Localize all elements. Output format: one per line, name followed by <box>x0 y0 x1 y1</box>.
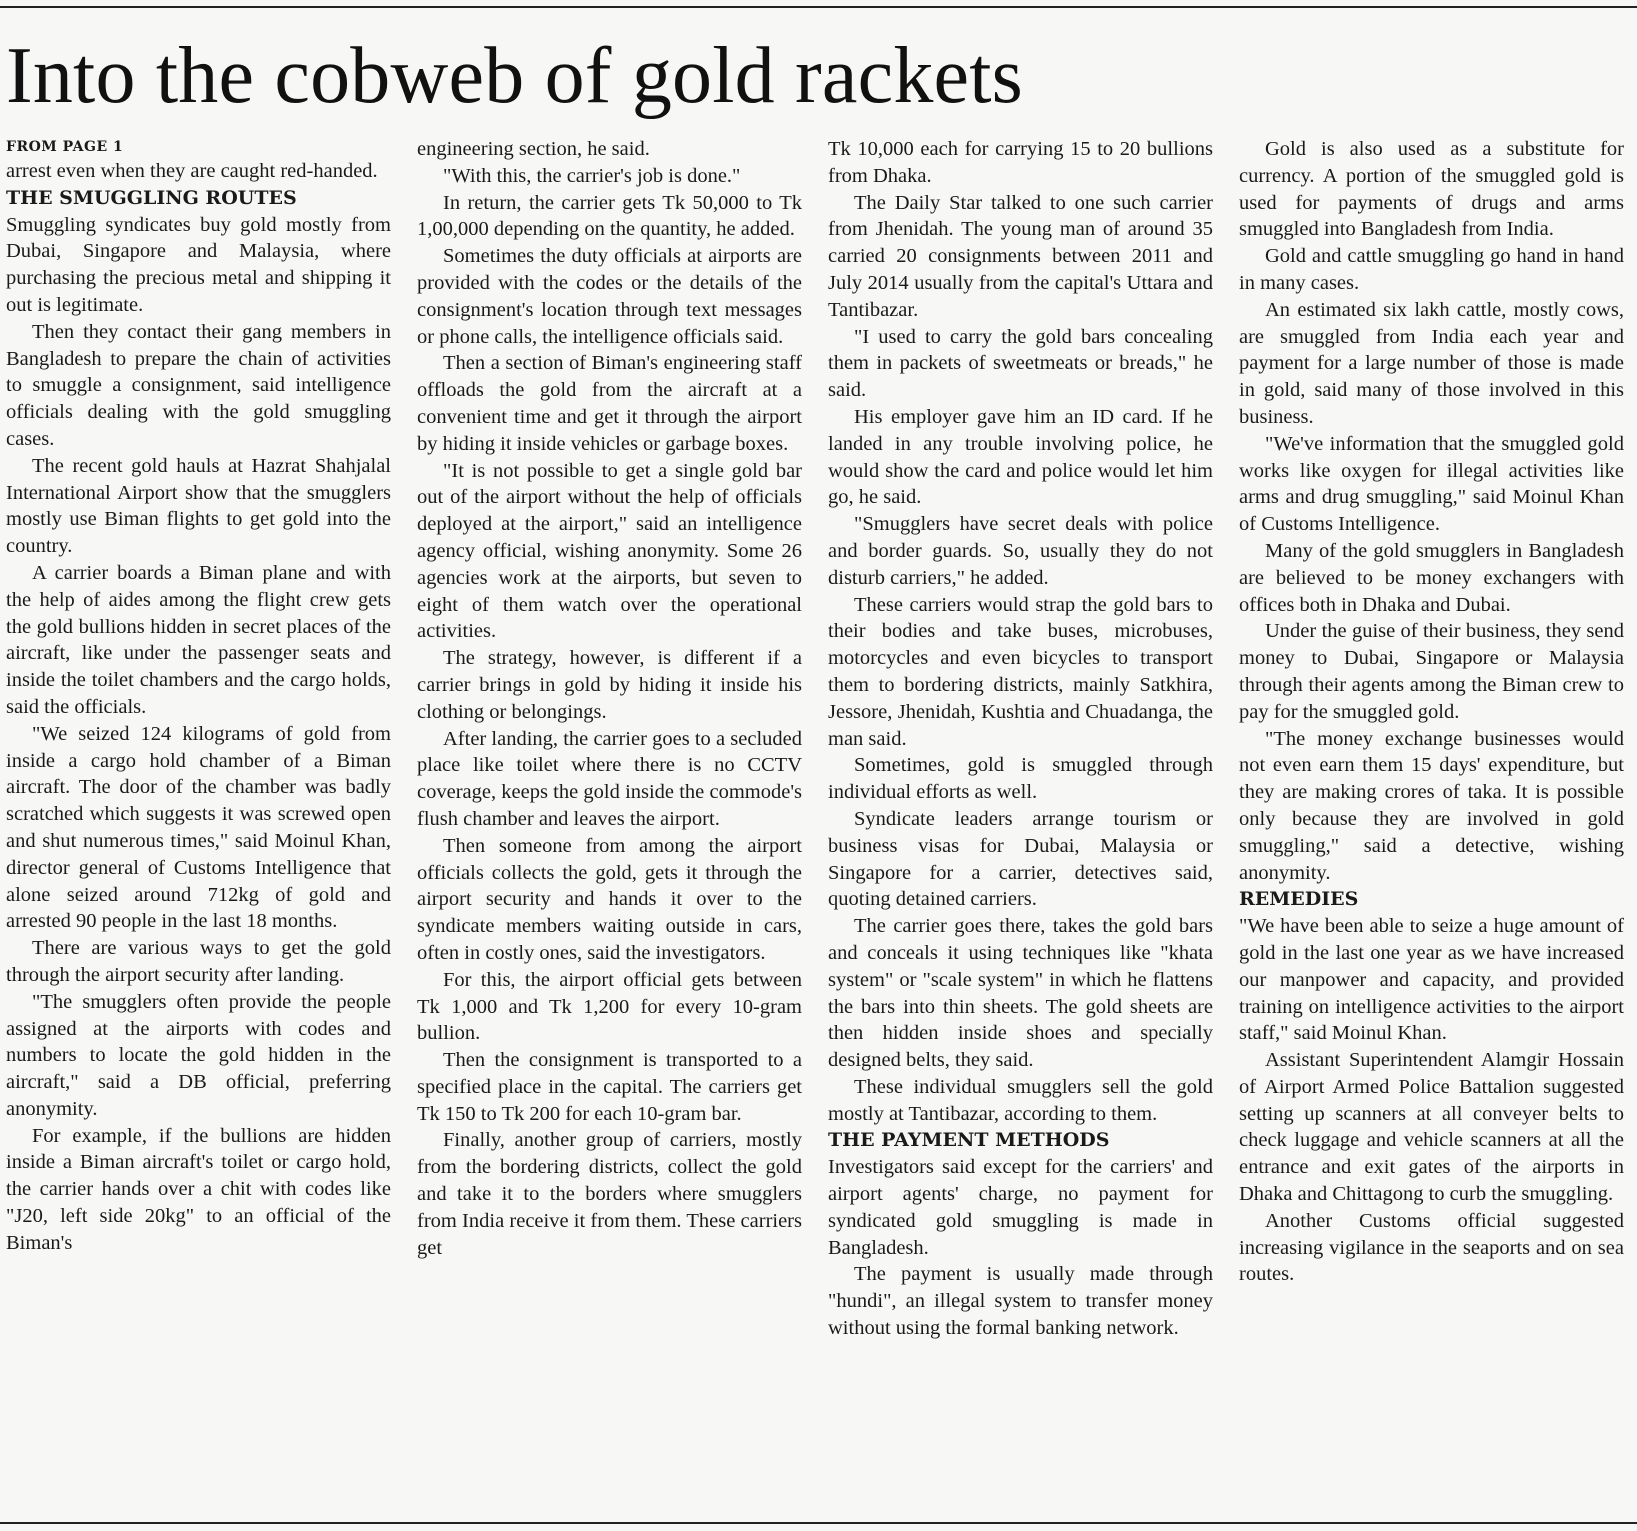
paragraph: In return, the carrier gets Tk 50,000 to Tk 1,00,000 depending on the quantity, he added. <box>417 191 802 241</box>
dateline: FROM PAGE 1 <box>6 139 124 155</box>
paragraph: "The money exchange businesses would not even earn them 15 days' expenditure, but they are making crores of taka. It is possible only because they are involved in gold smuggling," said a detective, wishing anonymity. <box>1239 727 1624 884</box>
paragraph: There are various ways to get the gold through the airport security after landing. <box>6 937 391 986</box>
paragraph: After landing, the carrier goes to a secluded place like toilet where there is no CCTV coverage, keeps the gold inside the commode's flush chamber and leaves the airport. <box>417 727 802 830</box>
top-rule <box>0 6 1637 8</box>
article-body <box>6 136 1628 1516</box>
paragraph: Another Customs official suggested increasing vigilance in the seaports and on sea routes. <box>1239 1209 1624 1286</box>
paragraph: "We have been able to seize a huge amount of gold in the last one year as we have increased our manpower and capacity, and provided training on intelligence activities to the airport staff," said Moinul Khan. <box>1239 915 1624 1045</box>
paragraph: These individual smugglers sell the gold mostly at Tantibazar, according to them. <box>828 1075 1213 1125</box>
bottom-rule <box>0 1522 1637 1524</box>
paragraph: Sometimes, gold is smuggled through individual efforts as well. <box>828 754 1213 804</box>
paragraph: "It is not possible to get a single gold bar out of the airport without the help of officials deployed at the airport," said an intelligence agency official, wishing anonymity. Some 26 agencies work at the airports, but seven to eight of them watch over the operational activities. <box>417 459 802 643</box>
paragraph: Finally, another group of carriers, mostly from the bordering districts, collect the gold and take it to the borders where smugglers from India receive it from them. These carriers get <box>417 1129 802 1259</box>
paragraph: Gold is also used as a substitute for currency. A portion of the smuggled gold is used for payments of drugs and arms smuggled into Bangladesh from India. <box>1239 138 1624 241</box>
column-4 <box>1239 136 1624 1516</box>
paragraph: "Smugglers have secret deals with police and border guards. So, usually they do not disturb carriers," he added. <box>828 513 1213 589</box>
column-1 <box>6 136 391 1516</box>
paragraph: For example, if the bullions are hidden inside a Biman aircraft's toilet or cargo hold, the carrier hands over a chit with codes like "J20, left side 20kg" to an official of the Biman's <box>6 1124 391 1254</box>
section-subhead: THE SMUGGLING ROUTES <box>6 186 297 209</box>
paragraph: Then the consignment is transported to a specified place in the capital. The carriers get Tk 150 to Tk 200 for each 10-gram bar. <box>417 1049 802 1125</box>
paragraph: These carriers would strap the gold bars to their bodies and take buses, microbuses, motorcycles and even bicycles to transport them to bordering districts, mainly Satkhira, Jessore, Jhenidah, Kushtia and Chuadanga, the man said. <box>828 593 1213 750</box>
paragraph: "With this, the carrier's job is done." <box>443 164 741 187</box>
paragraph: Many of the gold smugglers in Bangladesh are believed to be money exchangers with offices both in Dhaka and Dubai. <box>1239 539 1624 616</box>
paragraph: Then they contact their gang members in Bangladesh to prepare the chain of activities to smuggle a consignment, said intelligence officials dealing with the gold smuggling cases. <box>6 320 391 450</box>
paragraph: "We've information that the smuggled gold works like oxygen for illegal activities like arms and drug smuggling," said Moinul Khan of Customs Intelligence. <box>1239 432 1624 536</box>
paragraph: An estimated six lakh cattle, mostly cows, are smuggled from India each year and payment for a large number of those is made in gold, said many of those involved in this business. <box>1239 298 1624 428</box>
paragraph: For this, the airport official gets between Tk 1,000 and Tk 1,200 for every 10-gram bullion. <box>417 968 802 1045</box>
paragraph: Then someone from among the airport officials collects the gold, gets it through the airport security and hands it over to the syndicate members waiting outside in cars, often in costly ones, said the investigators. <box>417 834 802 964</box>
paragraph: Under the guise of their business, they send money to Dubai, Singapore or Malaysia through their agents among the Biman crew to pay for the smuggled gold. <box>1239 620 1624 723</box>
paragraph: The Daily Star talked to one such carrier from Jhenidah. The young man of around 35 carried 20 consignments between 2011 and July 2014 usually from the capital's Uttara and Tantibazar. <box>828 191 1213 321</box>
paragraph: The payment is usually made through "hundi", an illegal system to transfer money without using the formal banking network. <box>828 1263 1213 1340</box>
paragraph: "I used to carry the gold bars concealing them in packets of sweetmeats or breads," he said. <box>828 325 1213 402</box>
paragraph: A carrier boards a Biman plane and with the help of aides among the flight crew gets the gold bullions hidden in secret places of the aircraft, like under the passenger seats and inside the toilet chambers and the cargo holds, said the officials. <box>6 561 391 718</box>
paragraph: Tk 10,000 each for carrying 15 to 20 bullions from Dhaka. <box>828 138 1213 187</box>
paragraph: Syndicate leaders arrange tourism or business visas for Dubai, Malaysia or Singapore for a carrier, detectives said, quoting detained carriers. <box>828 807 1213 911</box>
paragraph: Gold and cattle smuggling go hand in hand in many cases. <box>1239 245 1624 294</box>
column-2 <box>417 136 802 1516</box>
section-subhead: THE PAYMENT METHODS <box>828 1129 1110 1152</box>
paragraph: The strategy, however, is different if a carrier brings in gold by hiding it inside his clothing or belongings. <box>417 647 802 723</box>
paragraph: Then a section of Biman's engineering staff offloads the gold from the aircraft at a convenient time and get it through the airport by hiding it inside vehicles or garbage boxes. <box>417 352 802 455</box>
paragraph: Investigators said except for the carriers' and airport agents' charge, no payment for syndicated gold smuggling is made in Bangladesh. <box>828 1156 1213 1259</box>
paragraph: "The smugglers often provide the people assigned at the airports with codes and numbers to locate the gold hidden in the aircraft," said a DB official, preferring anonymity. <box>6 990 391 1120</box>
section-subhead: REMEDIES <box>1239 888 1359 911</box>
paragraph: His employer gave him an ID card. If he landed in any trouble involving police, he would show the card and police would let him go, he said. <box>828 405 1213 509</box>
paragraph: Sometimes the duty officials at airports are provided with the codes or the details of the consignment's location through text messages or phone calls, the intelligence officials said. <box>417 245 802 348</box>
paragraph: "We seized 124 kilograms of gold from inside a cargo hold chamber of a Biman aircraft. The door of the chamber was badly scratched which suggests it was screwed open and shut numerous times," said Moinul Khan, director general of Customs Intelligence that alone seized around 712kg of gold and arrested 90 people in the last 18 months. <box>6 722 391 933</box>
headline: Into the cobweb of gold rackets <box>6 32 1023 120</box>
paragraph: The recent gold hauls at Hazrat Shahjalal International Airport show that the smugglers mostly use Biman flights to get gold into the country. <box>6 454 391 558</box>
paragraph: engineering section, he said. <box>417 138 650 160</box>
paragraph: The carrier goes there, takes the gold bars and conceals it using techniques like "khata system" or "scale system" in which he flattens the bars into thin sheets. The gold sheets are then hidden inside shoes and specially designed belts, they said. <box>828 915 1213 1072</box>
paragraph: Smuggling syndicates buy gold mostly from Dubai, Singapore and Malaysia, where purchasing the precious metal and shipping it out is legitimate. <box>6 213 391 316</box>
column-3 <box>828 136 1213 1516</box>
paragraph: Assistant Superintendent Alamgir Hossain of Airport Armed Police Battalion suggested setting up scanners at all conveyer belts to check luggage and vehicle scanners at all the entrance and exit gates of the airports in Dhaka and Chittagong to curb the smuggling. <box>1239 1049 1624 1206</box>
paragraph: arrest even when they are caught red-handed. <box>6 160 378 182</box>
